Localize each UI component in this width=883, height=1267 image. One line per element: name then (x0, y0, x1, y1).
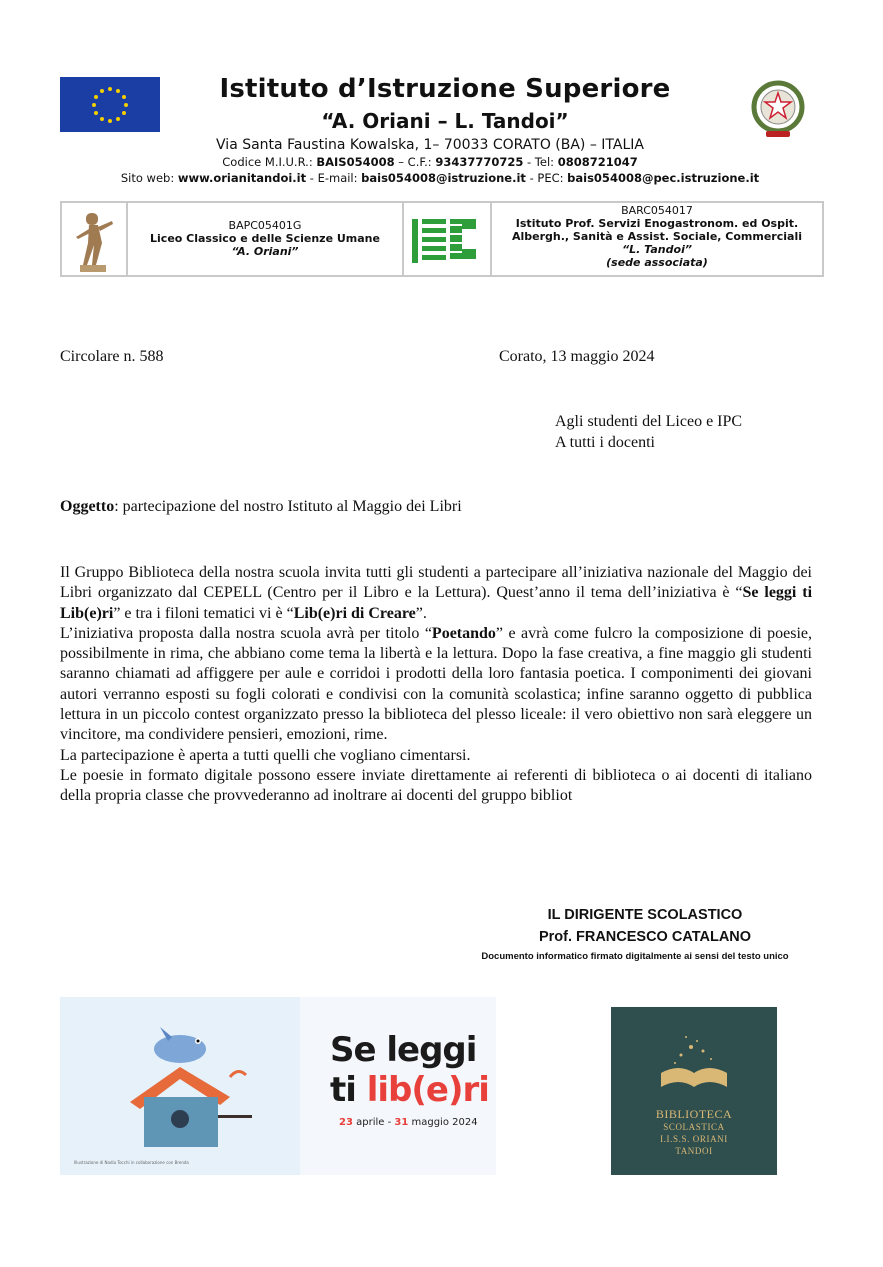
liceo-cell (128, 203, 404, 275)
tel-label: - Tel: (523, 155, 558, 169)
ipc-logo-cell (404, 203, 492, 275)
ipc-name-line1: Istituto Prof. Servizi Enogastronom. ed Ospit. (515, 217, 799, 230)
banner-title-line2 (330, 1070, 489, 1110)
italian-republic-emblem (750, 77, 806, 143)
banner-date-end-day: 31 (394, 1117, 409, 1128)
banner-dates (339, 1117, 478, 1128)
paragraph-4: Le poesie in formato digitale possono essere inviate direttamente ai referenti di biblioteca o ai docenti di italiano della propria classe che provvederanno ad inoltrare ai docenti del gruppo bibliot (60, 766, 812, 805)
pec-label: - PEC: (525, 171, 568, 185)
discobolus-icon (62, 203, 124, 275)
subject-line (60, 497, 462, 517)
library-logo-line3: I.I.S.S. ORIANI (660, 1134, 728, 1144)
banner-date-start-month: aprile - (352, 1117, 395, 1128)
banner-title-liberi: lib(e)ri (366, 1070, 489, 1110)
p2-text-a: L’iniziativa proposta dalla nostra scuola avrà per titolo “ (60, 624, 432, 642)
school-sections-box (60, 201, 824, 277)
site-label: Sito web: (120, 171, 178, 185)
liceo-code: BAPC05401G (228, 219, 302, 232)
library-logo-line2: SCOLASTICA (663, 1122, 725, 1132)
paragraph-2 (60, 624, 812, 746)
banner-title-ti: ti (330, 1070, 367, 1110)
institute-title: Istituto d’Istruzione Superiore (219, 74, 671, 104)
signature-name: Prof. FRANCESCO CATALANO (538, 929, 752, 945)
p1-subtheme: Lib(e)ri di Creare (293, 604, 416, 622)
subject-label: Oggetto (60, 498, 115, 515)
library-logo-line4: TANDOI (675, 1146, 713, 1156)
p2-title: Poetando (431, 624, 496, 642)
ipc-cell (492, 203, 822, 275)
miur-code: BAIS054008 (316, 155, 395, 169)
recipient-students: Agli studenti del Liceo e IPC (555, 413, 743, 430)
institute-subtitle: “A. Oriani – L. Tandoi” (321, 109, 569, 133)
ipc-short-name: “L. Tandoi” (622, 243, 692, 256)
p1-text-a: Il Gruppo Biblioteca della nostra scuola invita tutti gli studenti a partecipare all’iniziativa nazionale del Maggio dei Libri organizzato dal CEPELL (Centro per il Libro e la Lettura). Quest’anno il tema dell’iniziativa è “ (60, 564, 812, 602)
p2-text-c: ” e avrà come fulcro la composizione di poesie, possibilmente in rima, che abbiano come tema la libertà e la lettura. Dopo la fase creativa, a fine maggio gli studenti saranno chiamati ad affiggere per aule e corridoi i prodotti della loro fantasia poetica. I componimenti dei giovani autori verranno esposti su fogli colorati e condivisi con la comunità scolastica; infine saranno oggetto di pubblica lettura in un piccolo contest organizzato presso la biblioteca del plesso liceale: il vero obiettivo non sarà eleggere un vincitore, ma condividere pensieri, emozioni, rime. (60, 624, 812, 744)
p1-text-c: ” e tra i filoni tematici vi è “ (113, 604, 294, 622)
cf-label: – C.F.: (394, 155, 436, 169)
school-web-contacts (60, 171, 820, 185)
eu-flag-logo (60, 77, 160, 132)
email-label: - E-mail: (306, 171, 362, 185)
email-link[interactable]: bais054008@istruzione.it (361, 171, 526, 185)
discobolus-cell (62, 203, 128, 275)
library-logo-line1: BIBLIOTECA (655, 1107, 733, 1121)
banner-title-line1: Se leggi (330, 1030, 477, 1070)
letter-date: Corato, 13 maggio 2024 (499, 348, 655, 365)
p1-text-e: ”. (415, 604, 427, 622)
paragraph-3: La partecipazione è aperta a tutti quelli che vogliano cimentarsi. (60, 746, 471, 764)
ipc-logo-icon (404, 203, 488, 275)
school-codes (100, 155, 760, 169)
subject-text: : partecipazione del nostro Istituto al Maggio dei Libri (114, 498, 462, 515)
ipc-name-line2: Albergh., Sanità e Assist. Sociale, Commerciali (511, 230, 802, 243)
liceo-name: Liceo Classico e delle Scienze Umane (150, 232, 380, 245)
liceo-short-name: “A. Oriani” (231, 245, 299, 258)
banner-date-end-month: maggio 2024 (408, 1117, 478, 1128)
open-book-icon (611, 1007, 777, 1107)
cf-code: 93437770725 (435, 155, 524, 169)
pec-link[interactable]: bais054008@pec.istruzione.it (567, 171, 760, 185)
recipient-teachers: A tutti i docenti (555, 434, 655, 451)
school-library-logo (611, 1007, 777, 1175)
signature-note: Documento informatico firmato digitalmente ai sensi del testo unico (481, 951, 789, 962)
miur-label: Codice M.I.U.R.: (222, 155, 317, 169)
signature-role: IL DIRIGENTE SCOLASTICO (547, 907, 743, 923)
letter-body (60, 563, 812, 807)
banner-credit: Illustrazione di Nadia Tocchi in collaborazione con Brenda (74, 1160, 189, 1165)
ipc-note: (sede associata) (606, 256, 708, 269)
p1-theme: Se leggi ti Lib(e)ri (60, 584, 813, 622)
ipc-code: BARC054017 (621, 204, 693, 217)
site-link[interactable]: www.orianitandoi.it (177, 171, 307, 185)
school-address: Via Santa Faustina Kowalska, 1– 70033 CORATO (BA) – ITALIA (216, 137, 644, 153)
paragraph-1 (60, 563, 812, 624)
circular-number: Circolare n. 588 (60, 348, 164, 365)
tel-number: 0808721047 (557, 155, 638, 169)
banner-date-start-day: 23 (339, 1117, 353, 1128)
